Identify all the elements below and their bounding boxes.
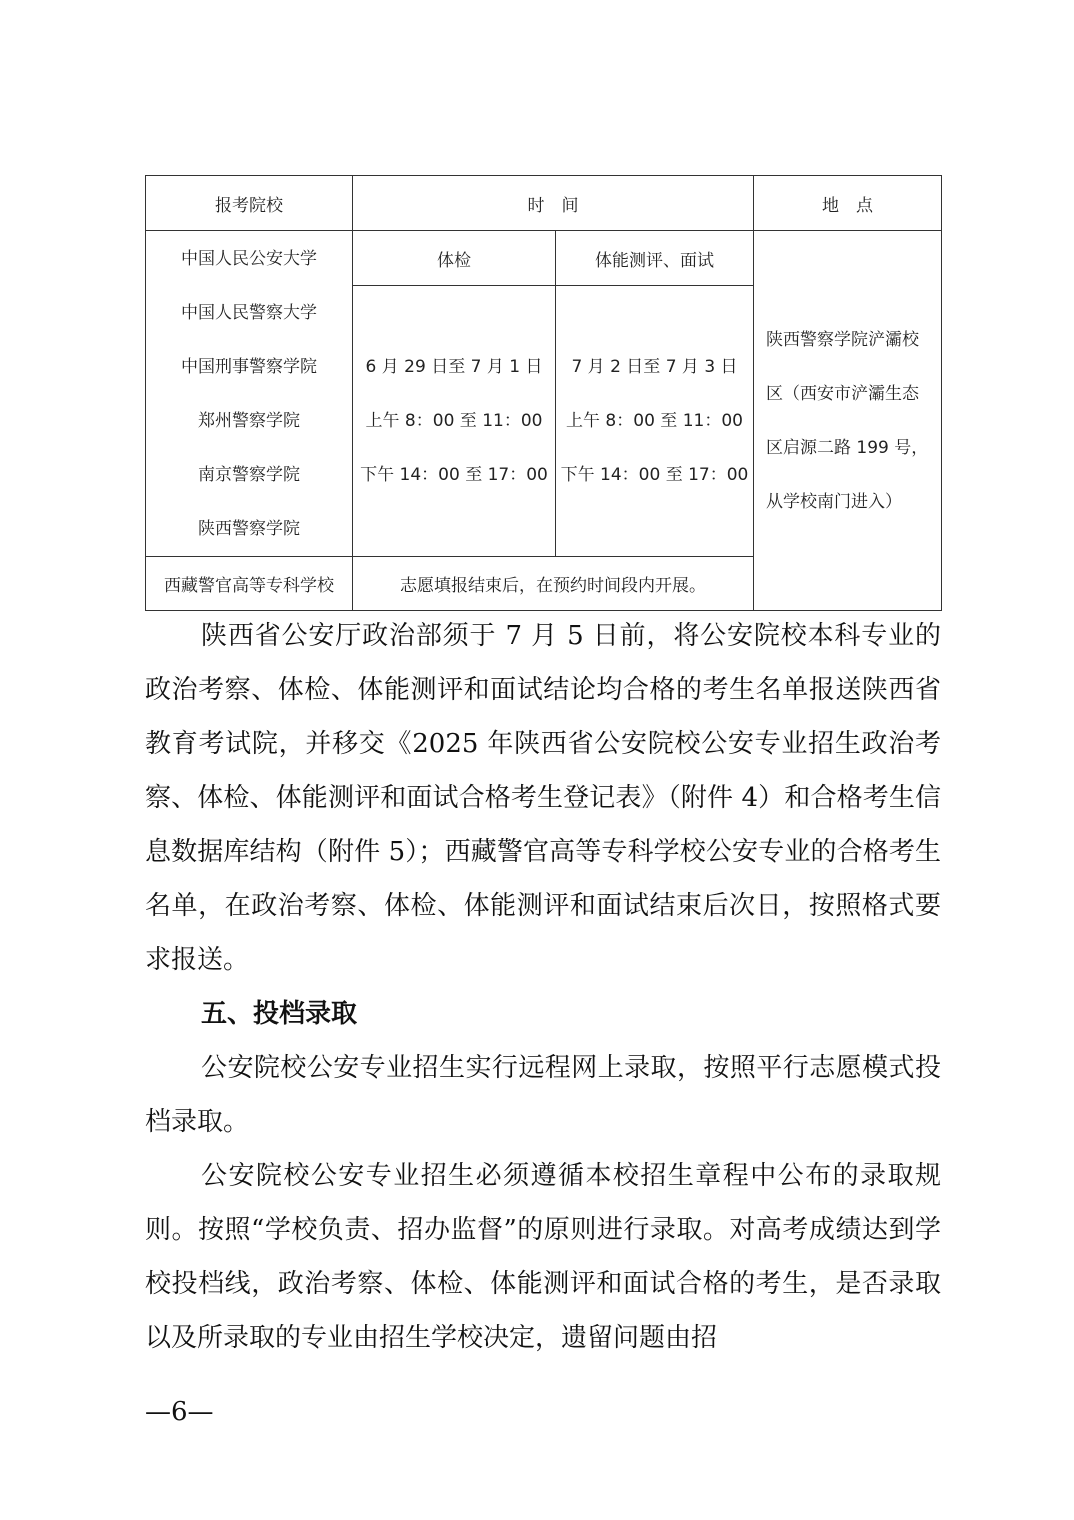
exam-afternoon: 下午 14：00 至 17：00 [360, 465, 548, 485]
page-number: —6— [145, 1397, 214, 1427]
paragraph-admission-rules: 公安院校公安专业招生必须遵循本校招生章程中公布的录取规则。按照“学校负责、招办监督”的原则进行录取。对高考成绩达到学校投档线，政治考察、体检、体能测评和面试合格的考生，是否录取以及所录取的专业由招生学校决定，遗留问题由招 [145, 1161, 941, 1353]
fitness-times-cell [556, 286, 754, 557]
subheader-fitness-interview: 体能测评、面试 [556, 231, 754, 286]
header-school: 报考院校 [146, 176, 353, 231]
fitness-morning: 上午 8：00 至 11：00 [566, 411, 743, 431]
school-name: 南京警察学院 [198, 464, 300, 485]
paragraph-submission: 陕西省公安厅政治部须于 7 月 5 日前，将公安院校本科专业的政治考察、体检、体能测评和面试结论均合格的考生名单报送陕西省教育考试院，并移交《2025 年陕西省公安院校公安专业招生政治考察、体检、体能测评和面试合格考生登记表》（附件 4）和合格考生信息数据库结构（附件 5）；西藏警官高等专科学校公安专业的合格考生名单，在政治考察、体检、体能测评和面试结束后次日，按照格式要求报送。 [145, 621, 941, 975]
header-place: 地 点 [754, 176, 942, 231]
exam-times-cell [353, 286, 556, 557]
tibet-time: 志愿填报结束后，在预约时间段内开展。 [353, 557, 754, 611]
paragraph-online-admission: 公安院校公安专业招生实行远程网上录取，按照平行志愿模式投档录取。 [145, 1053, 941, 1137]
exam-morning: 上午 8：00 至 11：00 [365, 411, 543, 431]
school-name: 中国人民警察大学 [181, 302, 317, 323]
location-cell: 陕西警察学院浐灞校区（西安市浐灞生态区启源二路 199 号，从学校南门进入） [754, 231, 942, 611]
school-name: 中国刑事警察学院 [181, 356, 317, 377]
tibet-school: 西藏警官高等专科学校 [146, 557, 353, 611]
school-name: 中国人民公安大学 [181, 248, 317, 269]
subheader-physical-exam: 体检 [353, 231, 556, 286]
school-name: 郑州警察学院 [198, 410, 300, 431]
fitness-afternoon: 下午 14：00 至 17：00 [560, 465, 749, 485]
schedule-table [145, 175, 942, 611]
header-time: 时 间 [353, 176, 754, 231]
fitness-date: 7 月 2 日至 7 月 3 日 [571, 357, 738, 377]
school-name: 陕西警察学院 [198, 518, 300, 539]
school-list-cell [146, 231, 353, 557]
exam-date: 6 月 29 日至 7 月 1 日 [365, 357, 543, 377]
section-heading-admission: 五、投档录取 [201, 999, 358, 1029]
